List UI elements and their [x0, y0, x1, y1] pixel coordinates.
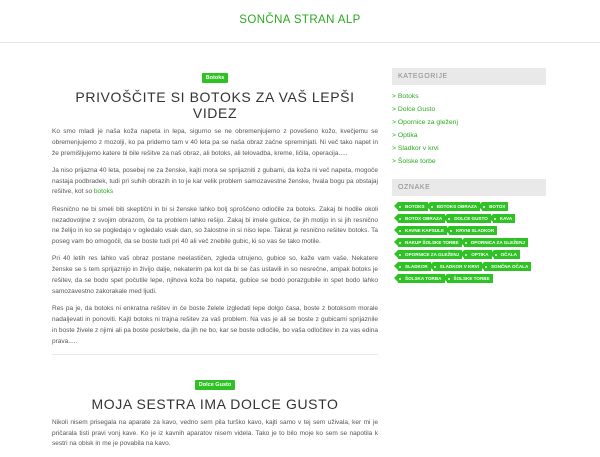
- tag-kava[interactable]: KAVA: [493, 214, 515, 223]
- post-paragraph: Pri 40 letih res lahko vaš obraz postane neelastičen, zgleda utrujeno, gubice so, kaže vam vaše. Nekatere ženske se s tem sprijaznijo in živijo dalje, nekaterim pa kot da bi se čas ustavili in so nesrečne, ampak botoks je rešitev, da se bodo spet počutile lepe, njihova koža bo napeta, gubice se bodo porazgubile in spet bodo lahko samozavestno zakorakale med ljudi.: [52, 255, 378, 295]
- category-item[interactable]: [392, 117, 546, 130]
- post-paragraph: Nikoli nisem prisegala na aparate za kavo, vedno sem pila turško kavo, kajti samo v tej sem uživala, ker mi je pričarala tisti pravi vonj kave. Ko je iz kavnih aparatov nisem videla. Tako je to bilo moje ko sem se napotila k sestri na obisk in me je povabila na kavo.: [52, 418, 378, 448]
- tags-widget-title: OZNAKE: [392, 179, 546, 196]
- chevron-right-icon: >: [392, 131, 396, 139]
- tag-solske-torbe[interactable]: ŠOLSKE TORBE: [447, 274, 493, 283]
- chevron-right-icon: >: [392, 93, 396, 100]
- category-link[interactable]: Opornice za gleženj: [397, 118, 458, 126]
- site-header: [0, 0, 600, 43]
- post-category-tag[interactable]: Dolce Gusto: [195, 380, 235, 390]
- tag-ocala[interactable]: OČALA: [494, 250, 520, 259]
- post-title[interactable]: PRIVOŠČITE SI BOTOKS ZA VAŠ LEPŠI VIDEZ: [75, 89, 355, 121]
- post-category-tag[interactable]: Botoks: [202, 73, 229, 83]
- tag-botox[interactable]: BOTOX: [482, 202, 508, 211]
- categories-widget-title: KATEGORIJE: [392, 68, 546, 85]
- main-content: [52, 66, 378, 457]
- category-link[interactable]: Botoks: [397, 93, 419, 100]
- post-paragraph-text: Ja niso prijazna 40 leta, posebej ne za ženske, kajti mora se sprijazniti z gubami, da koža ni več napeta, mogoče nastaja podbradek, tudi pri suhih obrazih in to je kar velik problem samozavestne ženske, hvala bogu pa obstajaj rešitve, kot so: [52, 166, 378, 196]
- category-item[interactable]: [392, 91, 546, 104]
- tag-nakup-solske-torbe[interactable]: NAKUP ŠOLSKE TORBE: [398, 238, 462, 247]
- tag-krvni-sladkor[interactable]: KRVNI SLADKOR: [449, 226, 497, 235]
- category-link[interactable]: Sladkor v krvi: [397, 144, 439, 152]
- post-paragraph: Ko smo mladi je naša koža napeta in lepa, sigurno se ne obremenjujemo z povešeno kožo, kvečjemu se obremenjujemo z mozolji, ko pa pridemo tam v 40 leta pa se naša obraz začne spreminjati. Ni več tako napet in že premišljujemo katere bi bile rešitve za naš obraz, ali botoks, ali telovadba, kreme, ličila, operacija.....: [52, 128, 378, 157]
- category-item[interactable]: [392, 130, 546, 143]
- site-title[interactable]: SONČNA STRAN ALP: [239, 14, 361, 26]
- category-link[interactable]: Dolce Gusto: [397, 105, 436, 113]
- tag-botoks[interactable]: BOTOKS: [398, 202, 428, 211]
- categories-list: [392, 91, 546, 168]
- botoks-inline-link[interactable]: botoks: [93, 188, 114, 196]
- tag-soncna-ocala[interactable]: SONČNA OČALA: [484, 262, 531, 271]
- category-item[interactable]: [392, 143, 546, 156]
- chevron-right-icon: >: [392, 157, 396, 165]
- category-item[interactable]: [392, 104, 546, 117]
- tag-botox-obraza[interactable]: BOTOX OBRAZA: [398, 214, 445, 223]
- post-title[interactable]: MOJA SESTRA IMA DOLCE GUSTO: [91, 395, 339, 412]
- tag-sladkor[interactable]: SLADKOR: [398, 262, 431, 271]
- category-item[interactable]: [392, 156, 546, 169]
- tag-kavne-kapsule[interactable]: KAVNE KAPSULE: [398, 226, 447, 235]
- post-paragraph: [52, 166, 378, 198]
- tag-opornice-za-glezenj[interactable]: OPORNICE ZA GLEŽENJ: [398, 250, 462, 259]
- post-article: [52, 66, 378, 347]
- category-link[interactable]: Šolske torbe: [397, 157, 436, 165]
- category-link[interactable]: Optika: [397, 131, 418, 139]
- post-category-wrap: [52, 373, 378, 391]
- tag-optika[interactable]: OPTIKA: [464, 250, 491, 259]
- chevron-right-icon: >: [392, 105, 396, 113]
- tag-cloud: [392, 202, 544, 283]
- post-paragraph: Resnično ne bi smeli biti skeptični in bi si ženske lahko bolj sproščeno odločile za botoks. Zakaj bi hodile okoli nezadovoljne z svojim obrazom, če ta problem lahko rešijo. Zakaj bi imele gubice, če jih motijo in si jih resnično ne želijo in ko se pogledajo v ogledalo vsak dan, so žalostne in si niso lepe. Takrat je resnično rešitev botoks. Ta poseg vam bo omogočil, da se boste tudi pri 40 ali več znebile gubic, ki so vas še tako motile.: [52, 205, 378, 246]
- sidebar: [392, 68, 546, 283]
- post-divider: [52, 354, 378, 355]
- chevron-right-icon: >: [392, 144, 396, 152]
- post-category-wrap: [52, 66, 378, 84]
- post-article: [52, 373, 378, 450]
- tag-botoks-obraza[interactable]: BOTOKS OBRAZA: [430, 202, 481, 211]
- tag-opornica-za-glezenj[interactable]: OPORNICA ZA GLEŽENJ: [464, 238, 528, 247]
- tag-solska-torba[interactable]: ŠOLSKA TORBA: [398, 274, 445, 283]
- chevron-right-icon: >: [392, 118, 396, 126]
- post-paragraph: Res pa je, da botoks ni enkratna rešitev in če boste želele izgledati lepe dolgo časa, boste z botoksom morale nadaljevati in ponoviti. Kajti botoks ni trajna rešitev za vaš problem. Na vas je ali se boste z gubicami sprijaznile in boste živele z njimi ali pa boste poskrbele, da jih ne bo, kar se boste odločile, bo vaša odločitev in za vas edina prava.....: [52, 305, 378, 345]
- tag-dolce-gusto[interactable]: DOLCE GUSTO: [447, 214, 491, 223]
- tag-sladkor-v-krvi[interactable]: SLADKOR V KRVI: [433, 262, 482, 271]
